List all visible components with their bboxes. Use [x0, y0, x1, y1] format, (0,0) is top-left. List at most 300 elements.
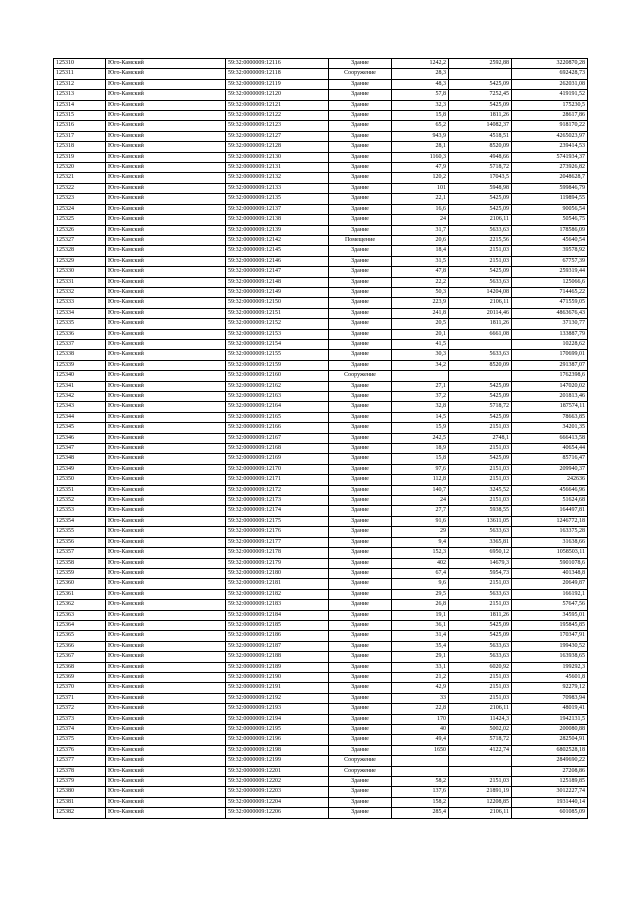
record-number-cell: 125374 — [54, 725, 106, 735]
region-cell: Юго-Камский — [106, 797, 226, 807]
cadastral-cost-cell: 3012227,74 — [512, 787, 588, 797]
cadastral-cost-cell: 239414,53 — [512, 142, 588, 152]
cadastral-number-cell: 59:32:0000009:12148 — [226, 277, 329, 287]
region-cell: Юго-Камский — [106, 267, 226, 277]
object-type-cell: Здание — [329, 329, 392, 339]
object-type-cell: Здание — [329, 433, 392, 443]
object-type-cell: Здание — [329, 142, 392, 152]
cadastral-cost-cell: 45640,54 — [512, 235, 588, 245]
region-cell: Юго-Камский — [106, 423, 226, 433]
cadastral-number-cell: 59:32:0000009:12194 — [226, 714, 329, 724]
record-number-cell: 125358 — [54, 558, 106, 568]
region-cell: Юго-Камский — [106, 631, 226, 641]
area-cell: 18,9 — [392, 444, 449, 454]
table-row — [54, 444, 588, 454]
unit-price-cell: 12208,85 — [449, 797, 512, 807]
record-number-cell: 125365 — [54, 631, 106, 641]
unit-price-cell: 2592,88 — [449, 59, 512, 69]
area-cell: 15,8 — [392, 454, 449, 464]
unit-price-cell: 5425,09 — [449, 79, 512, 89]
table-row — [54, 350, 588, 360]
cadastral-number-cell: 59:32:0000009:12120 — [226, 90, 329, 100]
cadastral-cost-cell: 471559,05 — [512, 298, 588, 308]
area-cell: 33 — [392, 693, 449, 703]
record-number-cell: 125330 — [54, 267, 106, 277]
table-row — [54, 714, 588, 724]
region-cell: Юго-Камский — [106, 163, 226, 173]
region-cell: Юго-Камский — [106, 672, 226, 682]
object-type-cell: Здание — [329, 641, 392, 651]
record-number-cell: 125325 — [54, 215, 106, 225]
region-cell: Юго-Камский — [106, 548, 226, 558]
record-number-cell: 125369 — [54, 672, 106, 682]
cadastral-number-cell: 59:32:0000009:12164 — [226, 402, 329, 412]
object-type-cell: Здание — [329, 360, 392, 370]
area-cell: 20,6 — [392, 235, 449, 245]
cadastral-number-cell: 59:32:0000009:12138 — [226, 215, 329, 225]
record-number-cell: 125357 — [54, 548, 106, 558]
object-type-cell: Сооружение — [329, 756, 392, 766]
cadastral-cost-cell: 2048628,7 — [512, 173, 588, 183]
record-number-cell: 125341 — [54, 381, 106, 391]
cadastral-cost-cell: 125066,6 — [512, 277, 588, 287]
cadastral-number-cell: 59:32:0000009:12130 — [226, 152, 329, 162]
object-type-cell: Здание — [329, 131, 392, 141]
area-cell: 26,8 — [392, 600, 449, 610]
unit-price-cell: 5633,63 — [449, 652, 512, 662]
cadastral-number-cell: 59:32:0000009:12135 — [226, 194, 329, 204]
table-row — [54, 329, 588, 339]
object-type-cell: Сооружение — [329, 766, 392, 776]
area-cell: 50,3 — [392, 287, 449, 297]
object-type-cell: Здание — [329, 579, 392, 589]
object-type-cell: Здание — [329, 537, 392, 547]
table-row — [54, 589, 588, 599]
area-cell: 285,4 — [392, 808, 449, 818]
unit-price-cell: 2151,03 — [449, 579, 512, 589]
record-number-cell: 125319 — [54, 152, 106, 162]
table-row — [54, 59, 588, 69]
table-row — [54, 631, 588, 641]
record-number-cell: 125317 — [54, 131, 106, 141]
unit-price-cell: 14204,08 — [449, 287, 512, 297]
unit-price-cell: 2151,03 — [449, 672, 512, 682]
unit-price-cell: 2151,03 — [449, 444, 512, 454]
unit-price-cell: 5718,72 — [449, 735, 512, 745]
region-cell: Юго-Камский — [106, 142, 226, 152]
cadastral-number-cell: 59:32:0000009:12191 — [226, 683, 329, 693]
region-cell: Юго-Камский — [106, 339, 226, 349]
object-type-cell: Здание — [329, 652, 392, 662]
record-number-cell: 125356 — [54, 537, 106, 547]
area-cell: 36,1 — [392, 620, 449, 630]
cadastral-cost-cell: 28617,86 — [512, 111, 588, 121]
record-number-cell: 125323 — [54, 194, 106, 204]
area-cell — [392, 756, 449, 766]
unit-price-cell: 5425,09 — [449, 100, 512, 110]
cadastral-cost-cell: 259319,44 — [512, 267, 588, 277]
cadastral-number-cell: 59:32:0000009:12122 — [226, 111, 329, 121]
area-cell: 31,4 — [392, 631, 449, 641]
region-cell: Юго-Камский — [106, 516, 226, 526]
record-number-cell: 125322 — [54, 183, 106, 193]
table-row — [54, 287, 588, 297]
cadastral-cost-cell: 45601,8 — [512, 672, 588, 682]
region-cell: Юго-Камский — [106, 475, 226, 485]
region-cell: Юго-Камский — [106, 111, 226, 121]
cadastral-cost-cell: 50546,75 — [512, 215, 588, 225]
region-cell: Юго-Камский — [106, 777, 226, 787]
table-row — [54, 277, 588, 287]
cadastral-number-cell: 59:32:0000009:12189 — [226, 662, 329, 672]
object-type-cell: Здание — [329, 683, 392, 693]
object-type-cell: Помещение — [329, 235, 392, 245]
object-type-cell: Здание — [329, 412, 392, 422]
object-type-cell: Здание — [329, 173, 392, 183]
table-row — [54, 100, 588, 110]
object-type-cell: Здание — [329, 444, 392, 454]
unit-price-cell: 5002,02 — [449, 725, 512, 735]
cadastral-cost-cell: 37130,77 — [512, 319, 588, 329]
cadastral-number-cell: 59:32:0000009:12137 — [226, 204, 329, 214]
cadastral-number-cell: 59:32:0000009:12187 — [226, 641, 329, 651]
region-cell: Юго-Камский — [106, 371, 226, 381]
table-row — [54, 131, 588, 141]
area-cell: 21,2 — [392, 672, 449, 682]
unit-price-cell: 5938,55 — [449, 506, 512, 516]
unit-price-cell: 5718,72 — [449, 402, 512, 412]
table-row — [54, 267, 588, 277]
region-cell: Юго-Камский — [106, 444, 226, 454]
region-cell: Юго-Камский — [106, 506, 226, 516]
cadastral-cost-cell: 5741934,37 — [512, 152, 588, 162]
table-row — [54, 402, 588, 412]
table-row — [54, 568, 588, 578]
table-row — [54, 412, 588, 422]
object-type-cell: Здание — [329, 662, 392, 672]
region-cell: Юго-Камский — [106, 204, 226, 214]
table-row — [54, 256, 588, 266]
cadastral-number-cell: 59:32:0000009:12162 — [226, 381, 329, 391]
record-number-cell: 125351 — [54, 485, 106, 495]
cadastral-number-cell: 59:32:0000009:12154 — [226, 339, 329, 349]
cadastral-number-cell: 59:32:0000009:12167 — [226, 433, 329, 443]
unit-price-cell: 5425,09 — [449, 194, 512, 204]
cadastral-number-cell: 59:32:0000009:12188 — [226, 652, 329, 662]
cadastral-number-cell: 59:32:0000009:12128 — [226, 142, 329, 152]
record-number-cell: 125380 — [54, 787, 106, 797]
region-cell: Юго-Камский — [106, 90, 226, 100]
object-type-cell: Здание — [329, 183, 392, 193]
cadastral-cost-cell: 456646,96 — [512, 485, 588, 495]
cadastral-cost-cell: 599846,79 — [512, 183, 588, 193]
cadastral-cost-cell: 133887,79 — [512, 329, 588, 339]
cadastral-number-cell: 59:32:0000009:12127 — [226, 131, 329, 141]
table-row — [54, 235, 588, 245]
region-cell: Юго-Камский — [106, 693, 226, 703]
record-number-cell: 125344 — [54, 412, 106, 422]
unit-price-cell: 8520,09 — [449, 142, 512, 152]
region-cell: Юго-Камский — [106, 433, 226, 443]
region-cell: Юго-Камский — [106, 131, 226, 141]
unit-price-cell: 5633,63 — [449, 277, 512, 287]
object-type-cell: Здание — [329, 725, 392, 735]
table-row — [54, 527, 588, 537]
region-cell: Юго-Камский — [106, 319, 226, 329]
record-number-cell: 125345 — [54, 423, 106, 433]
area-cell: 943,9 — [392, 131, 449, 141]
cadastral-cost-cell: 57647,56 — [512, 600, 588, 610]
object-type-cell: Здание — [329, 735, 392, 745]
region-cell: Юго-Камский — [106, 298, 226, 308]
record-number-cell: 125348 — [54, 454, 106, 464]
cadastral-cost-cell: 4863676,43 — [512, 308, 588, 318]
record-number-cell: 125376 — [54, 745, 106, 755]
object-type-cell: Здание — [329, 745, 392, 755]
object-type-cell: Здание — [329, 485, 392, 495]
cadastral-number-cell: 59:32:0000009:12182 — [226, 589, 329, 599]
region-cell: Юго-Камский — [106, 277, 226, 287]
area-cell: 22,1 — [392, 194, 449, 204]
region-cell: Юго-Камский — [106, 256, 226, 266]
region-cell: Юго-Камский — [106, 183, 226, 193]
unit-price-cell: 5633,63 — [449, 225, 512, 235]
unit-price-cell: 6020,92 — [449, 662, 512, 672]
record-number-cell: 125312 — [54, 79, 106, 89]
region-cell: Юго-Камский — [106, 194, 226, 204]
cadastral-number-cell: 59:32:0000009:12199 — [226, 756, 329, 766]
record-number-cell: 125315 — [54, 111, 106, 121]
record-number-cell: 125359 — [54, 568, 106, 578]
cadastral-number-cell: 59:32:0000009:12193 — [226, 704, 329, 714]
cadastral-cost-cell: 78663,85 — [512, 412, 588, 422]
table-row — [54, 745, 588, 755]
record-number-cell: 125332 — [54, 287, 106, 297]
table-row — [54, 579, 588, 589]
table-row — [54, 620, 588, 630]
area-cell: 42,9 — [392, 683, 449, 693]
object-type-cell: Здание — [329, 568, 392, 578]
cadastral-cost-cell: 419191,52 — [512, 90, 588, 100]
area-cell: 31,5 — [392, 256, 449, 266]
cadastral-cost-cell: 3220870,28 — [512, 59, 588, 69]
object-type-cell: Здание — [329, 100, 392, 110]
area-cell: 140,7 — [392, 485, 449, 495]
cadastral-cost-cell: 1931440,14 — [512, 797, 588, 807]
object-type-cell: Здание — [329, 454, 392, 464]
region-cell: Юго-Камский — [106, 568, 226, 578]
table-row — [54, 464, 588, 474]
region-cell: Юго-Камский — [106, 350, 226, 360]
object-type-cell: Здание — [329, 215, 392, 225]
record-number-cell: 125367 — [54, 652, 106, 662]
area-cell: 28,1 — [392, 142, 449, 152]
cadastral-number-cell: 59:32:0000009:12179 — [226, 558, 329, 568]
table-row — [54, 360, 588, 370]
cadastral-number-cell: 59:32:0000009:12174 — [226, 506, 329, 516]
cadastral-number-cell: 59:32:0000009:12155 — [226, 350, 329, 360]
unit-price-cell: 5954,73 — [449, 568, 512, 578]
area-cell: 170 — [392, 714, 449, 724]
area-cell: 29 — [392, 527, 449, 537]
cadastral-number-cell: 59:32:0000009:12177 — [226, 537, 329, 547]
cadastral-number-cell: 59:32:0000009:12150 — [226, 298, 329, 308]
cadastral-cost-cell: 70983,94 — [512, 693, 588, 703]
table-row — [54, 766, 588, 776]
cadastral-number-cell: 59:32:0000009:12159 — [226, 360, 329, 370]
table-row — [54, 787, 588, 797]
record-number-cell: 125378 — [54, 766, 106, 776]
table-row — [54, 600, 588, 610]
record-number-cell: 125368 — [54, 662, 106, 672]
unit-price-cell — [449, 339, 512, 349]
table-row — [54, 808, 588, 818]
unit-price-cell — [449, 371, 512, 381]
unit-price-cell: 2151,03 — [449, 777, 512, 787]
unit-price-cell: 2106,11 — [449, 215, 512, 225]
table-row — [54, 121, 588, 131]
cadastral-cost-cell: 199292,3 — [512, 662, 588, 672]
unit-price-cell: 6661,08 — [449, 329, 512, 339]
unit-price-cell: 6950,12 — [449, 548, 512, 558]
area-cell: 15,8 — [392, 111, 449, 121]
cadastral-number-cell: 59:32:0000009:12147 — [226, 267, 329, 277]
unit-price-cell: 5425,09 — [449, 267, 512, 277]
cadastral-number-cell: 59:32:0000009:12192 — [226, 693, 329, 703]
unit-price-cell: 1811,26 — [449, 111, 512, 121]
cadastral-number-cell: 59:32:0000009:12169 — [226, 454, 329, 464]
area-cell: 101 — [392, 183, 449, 193]
record-number-cell: 125339 — [54, 360, 106, 370]
area-cell: 158,2 — [392, 797, 449, 807]
area-cell: 120,2 — [392, 173, 449, 183]
cadastral-number-cell: 59:32:0000009:12166 — [226, 423, 329, 433]
record-number-cell: 125324 — [54, 204, 106, 214]
object-type-cell: Здание — [329, 777, 392, 787]
unit-price-cell: 2106,11 — [449, 704, 512, 714]
unit-price-cell: 13611,05 — [449, 516, 512, 526]
cadastral-number-cell: 59:32:0000009:12181 — [226, 579, 329, 589]
table-row — [54, 339, 588, 349]
object-type-cell: Здание — [329, 620, 392, 630]
unit-price-cell: 2748,1 — [449, 433, 512, 443]
area-cell: 152,3 — [392, 548, 449, 558]
area-cell: 33,1 — [392, 662, 449, 672]
cadastral-number-cell: 59:32:0000009:12133 — [226, 183, 329, 193]
object-type-cell: Здание — [329, 287, 392, 297]
object-type-cell: Здание — [329, 808, 392, 818]
record-number-cell: 125364 — [54, 620, 106, 630]
table-row — [54, 308, 588, 318]
unit-price-cell: 2106,11 — [449, 808, 512, 818]
cadastral-cost-cell: 166192,1 — [512, 589, 588, 599]
area-cell: 97,6 — [392, 464, 449, 474]
table-row — [54, 641, 588, 651]
unit-price-cell: 4948,66 — [449, 152, 512, 162]
area-cell: 15,9 — [392, 423, 449, 433]
area-cell: 91,6 — [392, 516, 449, 526]
cadastral-number-cell: 59:32:0000009:12168 — [226, 444, 329, 454]
cadastral-number-cell: 59:32:0000009:12118 — [226, 69, 329, 79]
cadastral-cost-cell: 178586,09 — [512, 225, 588, 235]
unit-price-cell: 3245,52 — [449, 485, 512, 495]
object-type-cell: Здание — [329, 308, 392, 318]
unit-price-cell — [449, 756, 512, 766]
cadastral-cost-cell: 242636 — [512, 475, 588, 485]
area-cell: 16,6 — [392, 204, 449, 214]
region-cell: Юго-Камский — [106, 100, 226, 110]
cadastral-cost-cell: 163938,65 — [512, 652, 588, 662]
region-cell: Юго-Камский — [106, 745, 226, 755]
cadastral-number-cell: 59:32:0000009:12146 — [226, 256, 329, 266]
region-cell: Юго-Камский — [106, 152, 226, 162]
table-row — [54, 797, 588, 807]
table-row — [54, 423, 588, 433]
object-type-cell: Здание — [329, 246, 392, 256]
area-cell: 241,8 — [392, 308, 449, 318]
table-row — [54, 298, 588, 308]
cadastral-cost-cell: 10228,62 — [512, 339, 588, 349]
area-cell: 22,8 — [392, 704, 449, 714]
record-number-cell: 125337 — [54, 339, 106, 349]
area-cell: 20,5 — [392, 319, 449, 329]
cadastral-number-cell: 59:32:0000009:12195 — [226, 725, 329, 735]
object-type-cell: Здание — [329, 672, 392, 682]
record-number-cell: 125370 — [54, 683, 106, 693]
area-cell: 24 — [392, 215, 449, 225]
region-cell: Юго-Камский — [106, 69, 226, 79]
table-row — [54, 392, 588, 402]
region-cell: Юго-Камский — [106, 600, 226, 610]
region-cell: Юго-Камский — [106, 402, 226, 412]
cadastral-number-cell: 59:32:0000009:12183 — [226, 600, 329, 610]
record-number-cell: 125361 — [54, 589, 106, 599]
region-cell: Юго-Камский — [106, 381, 226, 391]
unit-price-cell — [449, 69, 512, 79]
table-row — [54, 610, 588, 620]
table-row — [54, 735, 588, 745]
record-number-cell: 125366 — [54, 641, 106, 651]
object-type-cell: Здание — [329, 558, 392, 568]
region-cell: Юго-Камский — [106, 527, 226, 537]
table-row — [54, 704, 588, 714]
area-cell: 27,1 — [392, 381, 449, 391]
unit-price-cell: 5718,72 — [449, 163, 512, 173]
cadastral-cost-cell: 170347,91 — [512, 631, 588, 641]
area-cell: 137,6 — [392, 787, 449, 797]
cadastral-cost-cell: 187574,11 — [512, 402, 588, 412]
region-cell: Юго-Камский — [106, 787, 226, 797]
object-type-cell: Здание — [329, 704, 392, 714]
area-cell: 47,8 — [392, 267, 449, 277]
cadastral-cost-cell: 918170,22 — [512, 121, 588, 131]
unit-price-cell: 5425,09 — [449, 392, 512, 402]
table-row — [54, 319, 588, 329]
record-number-cell: 125360 — [54, 579, 106, 589]
object-type-cell: Здание — [329, 496, 392, 506]
cadastral-number-cell: 59:32:0000009:12165 — [226, 412, 329, 422]
object-type-cell: Здание — [329, 194, 392, 204]
cadastral-number-cell: 59:32:0000009:12186 — [226, 631, 329, 641]
table-row — [54, 183, 588, 193]
cadastral-cost-cell: 291387,07 — [512, 360, 588, 370]
cadastral-number-cell: 59:32:0000009:12184 — [226, 610, 329, 620]
region-cell: Юго-Камский — [106, 714, 226, 724]
cadastral-cost-cell: 175230,5 — [512, 100, 588, 110]
unit-price-cell: 7252,45 — [449, 90, 512, 100]
unit-price-cell: 14082,37 — [449, 121, 512, 131]
unit-price-cell: 17043,5 — [449, 173, 512, 183]
